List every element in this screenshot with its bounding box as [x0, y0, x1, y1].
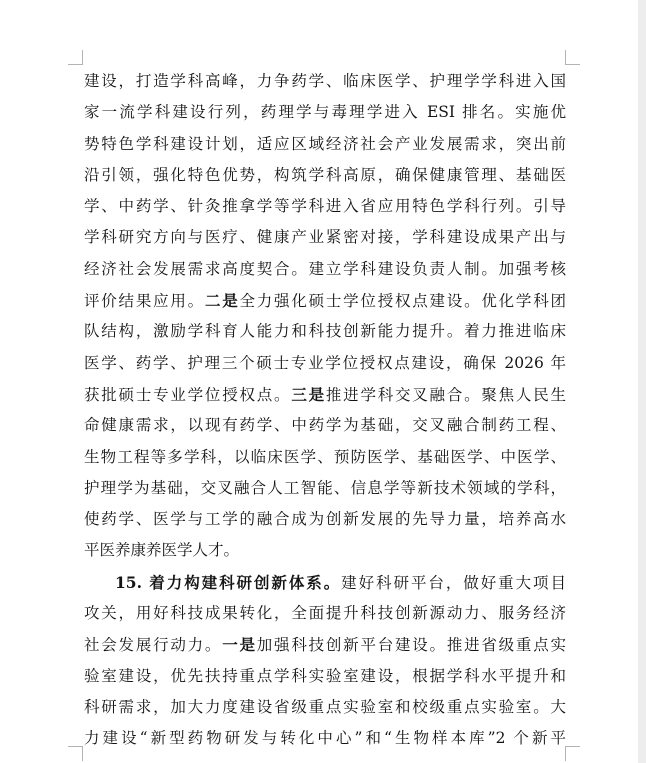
text-line [84, 129, 566, 160]
text-segment: 势特色学科建设计划，适应区域经济社会产业发展需求，突出前 [84, 134, 566, 153]
text-segment: 建设，打造学科高峰，力争药学、临床医学、护理学学科进入国 [84, 72, 566, 90]
text-segment: 命健康需求，以现有药学、中药学为基础，交叉融合制药工程、 [84, 416, 566, 435]
text-segment: 医学、药学、护理三个硕士专业学位授权点建设，确保 2026 年 [84, 353, 566, 372]
margin-corner-top-right [565, 50, 580, 65]
text-segment: 科研需求，加大力度建设省级重点实验室和校级重点实验室。大 [84, 697, 566, 716]
text-segment: 建好科研平台，做好重大项目 [341, 573, 566, 592]
text-segment: 平医养康养医学人才。 [84, 541, 240, 560]
text-line [84, 191, 566, 222]
text-line [84, 254, 566, 285]
text-segment: 社会发展行动力。 [84, 636, 223, 655]
text-line [84, 629, 566, 660]
text-segment: 验室建设，优先扶持重点学科实验室建设，根据学科水平提升和 [84, 666, 566, 685]
text-line [84, 723, 566, 754]
text-segment: 推进学科交叉融合。聚焦人民生 [325, 385, 566, 404]
bold-text-segment: 一是 [222, 635, 257, 655]
text-segment: 力建设“新型药物研发与转化中心”和“生物样本库”2 个新平 [84, 729, 566, 748]
margin-corner-bottom-left [68, 746, 83, 761]
text-line [84, 535, 566, 566]
bold-text-segment: 三是 [291, 384, 326, 404]
text-line [84, 379, 566, 410]
text-line [84, 97, 566, 128]
text-segment: 生物工程等多学科，以临床医学、预防医学、基础医学、中医学、 [84, 447, 566, 466]
text-line [84, 66, 566, 97]
vertical-scroll-area[interactable] [638, 0, 646, 763]
text-segment: 使药学、医学与工学的融合成为创新发展的先导力量，培养高水 [84, 510, 566, 529]
bold-text-segment: 15. 着力构建科研创新体系。 [115, 572, 342, 592]
text-segment: 护理学为基础，交叉融合人工智能、信息学等新技术领域的学科， [84, 478, 566, 497]
margin-corner-top-left [68, 50, 83, 65]
text-line [84, 692, 566, 723]
text-line [84, 316, 566, 347]
text-line [84, 222, 566, 253]
text-line [84, 410, 566, 441]
text-segment: 学、中药学、针灸推拿学等学科进入省应用特色学科行列。引导 [84, 197, 566, 216]
bold-text-segment: 二是 [204, 291, 240, 311]
text-line [84, 442, 566, 473]
text-line [84, 348, 566, 379]
text-line [84, 160, 566, 191]
text-segment: 经济社会发展需求高度契合。建立学科建设负责人制。加强考核 [84, 259, 566, 278]
text-segment: 学科研究方向与医疗、健康产业紧密对接，学科建设成果产出与 [84, 228, 566, 247]
text-segment: 队结构，激励学科育人能力和科技创新能力提升。着力推进临床 [84, 322, 566, 341]
text-line [84, 504, 566, 535]
text-line [84, 598, 566, 629]
text-line [84, 567, 566, 598]
margin-corner-bottom-right [565, 746, 580, 761]
text-line [84, 473, 566, 504]
text-segment: 加强科技创新平台建设。推进省级重点实 [256, 636, 566, 655]
text-segment: 攻关，用好科技成果转化，全面提升科技创新源动力、服务经济 [84, 604, 566, 623]
text-line [84, 285, 566, 316]
text-segment: 评价结果应用。 [84, 292, 205, 311]
text-segment: 家一流学科建设行列，药理学与毒理学进入 ESI 排名。实施优 [84, 103, 566, 122]
document-body-text [84, 66, 566, 755]
text-line [84, 661, 566, 692]
text-segment: 沿引领，强化特色优势，构筑学科高原，确保健康管理、基础医 [84, 165, 566, 184]
text-segment: 全力强化硕士学位授权点建设。优化学科团 [239, 292, 566, 311]
text-segment: 获批硕士专业学位授权点。 [84, 385, 292, 404]
